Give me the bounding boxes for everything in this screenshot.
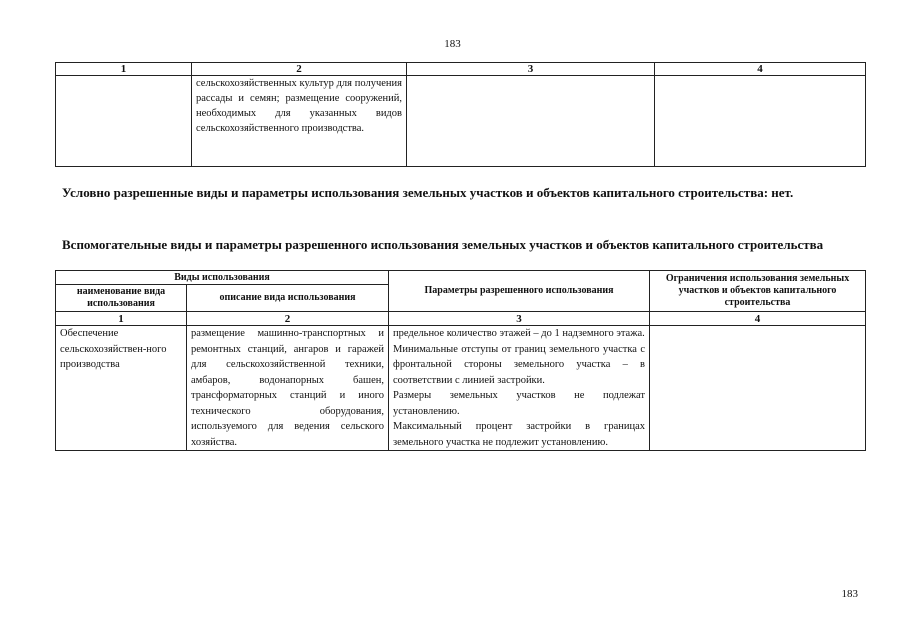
cell-description: сельскохозяйственных культур для получения рассады и семян; размещение сооружений, необходимых для указанных видов сельскохозяйственного производства. [192,76,407,167]
heading-conditional-uses: Условно разрешенные виды и параметры использования земельных участков и объектов капитального строительства: нет. [62,185,794,200]
header-use-name: наименование вида использования [56,285,187,312]
header-restrictions: Ограничения использования земельных участков и объектов капитального строительства [650,271,866,312]
table-row [56,326,866,451]
table-continuation [55,62,866,167]
header-use-description: описание вида использования [187,285,389,312]
cell-restrictions [650,326,866,451]
table-number-row [56,312,866,326]
cell-params [389,326,650,451]
param-building-coverage: Максимальный процент застройки в границах земельного участка не подлежит установлению. [393,421,646,448]
param-floors: предельное количество этажей – до 1 надземного этажа. [393,328,645,339]
col-number: 1 [56,63,192,76]
col-number: 3 [407,63,655,76]
col-number: 4 [655,63,866,76]
table-row [56,76,866,167]
col-number: 2 [187,312,389,326]
table-auxiliary-uses [55,270,866,451]
table-header-row [56,63,866,76]
cell-use-name: Обеспечение сельскохозяйствен-ного производства [56,326,187,451]
header-use-types: Виды использования [56,271,389,285]
param-setbacks: Минимальные отступы от границ земельного участка с фронтальной стороны земельного участка – в соответствии с линией застройки. [393,343,646,386]
header-params: Параметры разрешенного использования [389,271,650,312]
page-number-top: 183 [444,38,461,50]
col-number: 2 [192,63,407,76]
cell-params [407,76,655,167]
page-number-bottom: 183 [841,588,858,600]
table-header-row [56,271,866,285]
col-number: 3 [389,312,650,326]
col-number: 4 [650,312,866,326]
cell-restrictions [655,76,866,167]
cell-name [56,76,192,167]
param-plot-size: Размеры земельных участков не подлежат установлению. [393,390,646,417]
heading-auxiliary-uses: Вспомогательные виды и параметры разрешенного использования земельных участков и объектов капитального строительства [62,237,824,252]
col-number: 1 [56,312,187,326]
cell-use-description: размещение машинно-транспортных и ремонтных станций, ангаров и гаражей для сельскохозяйственной техники, амбаров, водонапорных башен, трансформаторных станций и иного технического оборудования, используемого для ведения сельского хозяйства. [187,326,389,451]
